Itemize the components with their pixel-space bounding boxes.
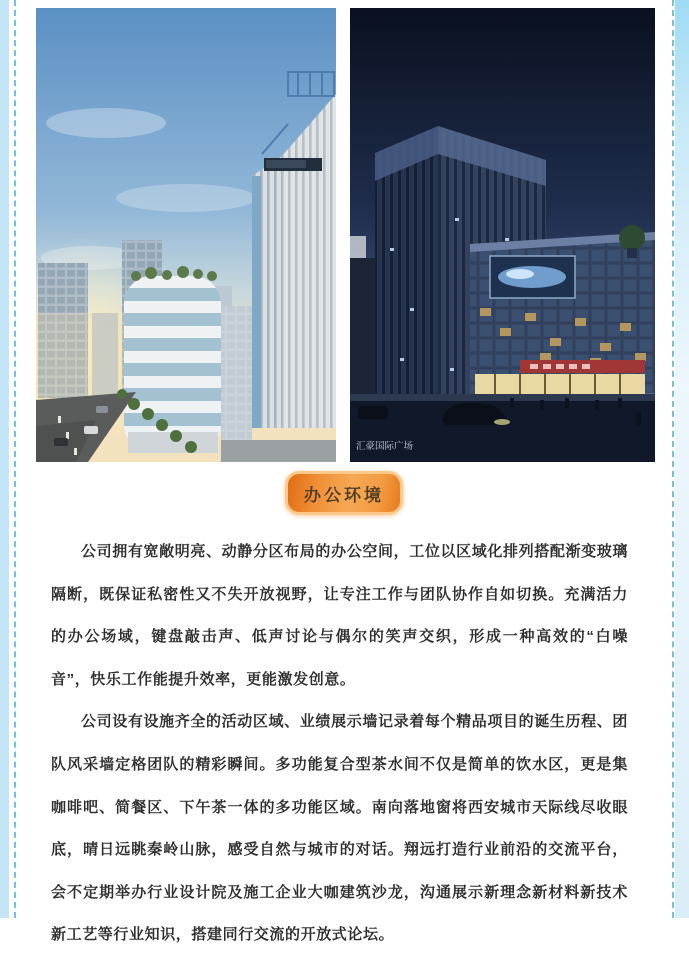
daytime-city-illustration bbox=[36, 8, 336, 462]
section-badge bbox=[285, 471, 403, 515]
content-card bbox=[14, 0, 674, 944]
right-stripe bbox=[675, 0, 689, 918]
left-building-photo[interactable] bbox=[36, 8, 336, 462]
paragraph-2: 公司设有设施齐全的活动区域、业绩展示墙记录着每个精品项目的诞生历程、团队风采墙定格团队的精彩瞬间。多功能复合型茶水间不仅是简单的饮水区，更是集咖啡吧、简餐区、下午茶一体的多功能区域。南向落地窗将西安城市天际线尽收眼底，晴日远眺秦岭山脉，感受自然与城市的对话。翔远打造行业前沿的交流平台，会不定期举办行业设计院及施工企业大咖建筑沙龙，沟通展示新理念新材料新技术新工艺等行业知识，搭建同行交流的开放式论坛。 bbox=[51, 713, 628, 944]
paragraph-1: 公司拥有宽敞明亮、动静分区布局的办公空间，工位以区域化排列搭配渐变玻璃隔断，既保证私密性又不失开放视野，让专注工作与团队协作自如切换。充满活力的办公场域，键盘敲击声、低声讨论与偶尔的笑声交织，形成一种高效的“白噪音”，快乐工作能提升效率，更能激发创意。 bbox=[51, 543, 628, 688]
right-building-photo[interactable] bbox=[350, 8, 655, 462]
left-stripe bbox=[0, 0, 9, 918]
article-body bbox=[16, 515, 672, 957]
photo-watermark: 汇豪国际广场 bbox=[356, 441, 414, 452]
night-plaza-illustration bbox=[350, 8, 655, 462]
section-badge-label: 办公环境 bbox=[304, 485, 384, 505]
badge-row bbox=[16, 471, 672, 515]
photo-gallery bbox=[16, 0, 672, 462]
